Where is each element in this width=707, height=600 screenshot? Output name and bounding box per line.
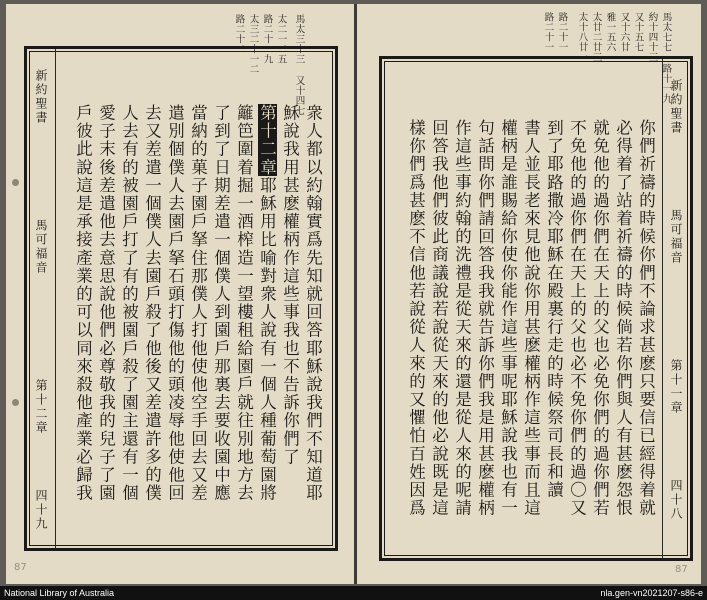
page-marker: 87 (675, 564, 688, 575)
text-column: 樣你們爲甚麽不信他若說從人來的又懼怕百姓因爲 (406, 119, 426, 518)
reference-note: 太二一二五 (275, 14, 287, 64)
right-chapter-label: 第十一章 (669, 359, 683, 415)
reference-note: 又十六廿 (618, 12, 630, 52)
text-column: 了到了日期差遣一個僕人到園戶那裏去要收園中應 (211, 104, 231, 503)
left-page (6, 4, 355, 584)
right-page (357, 4, 701, 584)
binding-hole (12, 399, 19, 406)
left-text-frame (24, 46, 338, 551)
text-column: 到了耶路撒冷耶穌在殿裏行走的時候祭司長和讀 (544, 119, 564, 500)
text-column: 不免他的過你們在天上的父也必不免你們的過〇又 (567, 119, 587, 518)
reference-note: 太廿二廿三 (590, 12, 602, 62)
reference-note: 馬太三十三 又十四七 (293, 14, 305, 116)
left-book-title: 新約聖書 (34, 69, 48, 125)
library-credit: National Library of Australia (4, 588, 115, 598)
text-column: 衆人都以約翰實爲先知就回答耶穌說我們不知道耶 (303, 104, 323, 503)
right-book-title: 新約聖書 (669, 79, 683, 135)
text-column: 戶彼此說這是承接產業的可以同來殺他產業必歸我 (73, 104, 93, 503)
reference-note: 路二十二 (233, 14, 245, 54)
left-gospel-name: 馬可福音 (34, 219, 48, 275)
page-marker: 87 (14, 562, 27, 573)
reference-note: 雅一五六 (604, 12, 616, 52)
reference-note: 約十四十三 (646, 12, 658, 62)
right-gospel-name: 馬可福音 (669, 209, 683, 265)
reference-note: 太十八廿一 (576, 12, 588, 62)
text-column: 人去有的被園戶打了有的被園戶殺了園主還有一個 (119, 104, 139, 503)
text-column: 權柄是誰賜給你使你能作這些事呢耶穌說我也有一 (498, 119, 518, 518)
right-folio: 四十八 (669, 479, 683, 521)
text-column: 遣別個僕人去園戶拏石頭打傷他的頭凌辱他使他回 (165, 104, 185, 503)
reference-note: 太三二十一二 (247, 14, 259, 74)
text-column: 必得着了站着祈禱的時候倘若你們與人有甚麽怨恨 (613, 119, 633, 518)
image-identifier: nla.gen-vn2021207-s86-e (600, 588, 703, 598)
text-column: 第十二章耶穌用比喻對衆人說有一個人種葡萄園將 (257, 104, 277, 503)
text-column: 去又差遣一個僕人去園戶殺了他後又差遣許多的僕 (142, 104, 162, 503)
text-column: 回答我他們彼此商議說若說從天來的他必說既是這 (429, 119, 449, 518)
reference-note: 路二十一九 (261, 14, 273, 64)
right-text-frame (379, 56, 693, 561)
text-column: 書人並長老來見他說你用甚麽權柄作這些事而且這 (521, 119, 541, 518)
reference-note: 路二十一 (556, 12, 568, 52)
left-chapter-label: 第十二章 (34, 379, 48, 435)
text-column: 你們祈禱的時候你們不論求甚麽只要信已經得着就 (636, 119, 656, 518)
left-folio: 四十九 (34, 489, 48, 531)
text-column: 句話問你們請回答我我就告訴你們我是用甚麽權柄 (475, 119, 495, 518)
reference-note: 馬太七七 路十一九 (660, 12, 672, 104)
text-column: 愛子末後差遣他去意思說他們必尊敬我的兒子了園 (96, 104, 116, 503)
text-column: 作這些事約翰的洗禮是從天來的還是從人來的呢請 (452, 119, 472, 518)
text-column: 就免他的過你們在天上的父也必免你們的過你們若 (590, 119, 610, 518)
text-column: 籬笆圍着掘一酒榨造一望樓租給園戶就往別地方去 (234, 104, 254, 503)
text-column: 當納的菓子園戶拏住那僕人打他使他空手回去又差 (188, 104, 208, 503)
footer-bar (0, 586, 707, 600)
reference-note: 又十五七 (632, 12, 644, 52)
binding-hole (12, 179, 19, 186)
reference-note: 路二十一 (542, 12, 554, 52)
text-column: 穌說我用甚麽權柄作這些事我也不告訴你們了 (280, 104, 300, 466)
